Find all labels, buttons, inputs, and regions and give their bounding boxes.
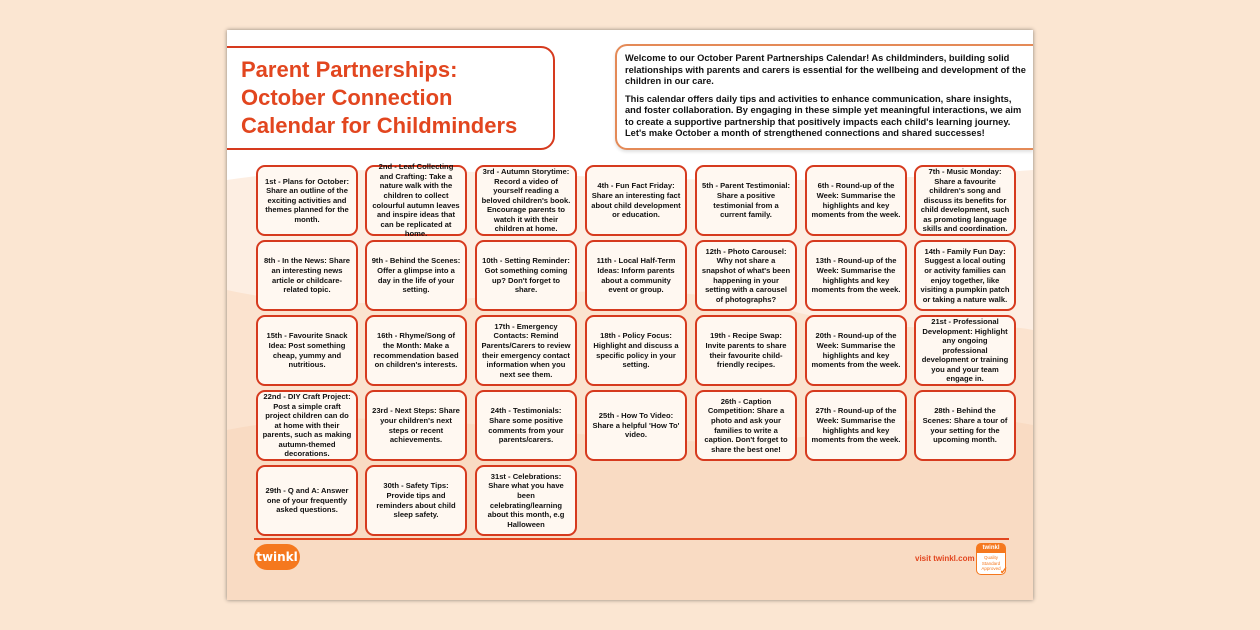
calendar-day-24: 24th - Testimonials: Share some positive comments from your parents/carers.: [475, 390, 577, 461]
intro-panel: [615, 44, 1033, 150]
calendar-day-14: 14th - Family Fun Day: Suggest a local outing or activity families can enjoy together, like visiting a pumpkin patch or taking a nature walk.: [914, 240, 1016, 311]
calendar-day-31: 31st - Celebrations: Share what you have been celebrating/learning about this month, e.g Halloween: [475, 465, 577, 536]
calendar-day-8: 8th - In the News: Share an interesting news article or childcare-related topic.: [256, 240, 358, 311]
calendar-day-26: 26th - Caption Competition: Share a photo and ask your families to write a caption. Don't forget to share the best one!: [695, 390, 797, 461]
calendar-day-16: 16th - Rhyme/Song of the Month: Make a recommendation based on children's interests.: [365, 315, 467, 386]
calendar-day-25: 25th - How To Video: Share a helpful 'How To' video.: [585, 390, 687, 461]
title-line-2: October Connection: [241, 85, 453, 110]
calendar-day-1: 1st - Plans for October: Share an outline of the exciting activities and themes planned for the month.: [256, 165, 358, 236]
page-title: [227, 46, 555, 150]
visit-twinkl-link[interactable]: visit twinkl.com: [915, 554, 975, 563]
twinkl-logo: twinkl: [254, 544, 300, 570]
calendar-day-21: 21st - Professional Development: Highlight any ongoing professional development or training you and your team engage in.: [914, 315, 1016, 386]
calendar-day-17: 17th - Emergency Contacts: Remind Parents/Carers to review their emergency contact information when you next see them.: [475, 315, 577, 386]
calendar-day-6: 6th - Round-up of the Week: Summarise the highlights and key moments from the week.: [805, 165, 907, 236]
calendar-day-18: 18th - Policy Focus: Highlight and discuss a specific policy in your setting.: [585, 315, 687, 386]
calendar-day-9: 9th - Behind the Scenes: Offer a glimpse into a day in the life of your setting.: [365, 240, 467, 311]
calendar-day-15: 15th - Favourite Snack Idea: Post something cheap, yummy and nutritious.: [256, 315, 358, 386]
calendar-day-3: 3rd - Autumn Storytime: Record a video of yourself reading a beloved children's book. Encourage parents to watch it with their children at home.: [475, 165, 577, 236]
calendar-day-29: 29th - Q and A: Answer one of your frequently asked questions.: [256, 465, 358, 536]
quality-badge: [976, 543, 1006, 575]
calendar-day-12: 12th - Photo Carousel: Why not share a snapshot of what's been happening in your setting with a carousel of photographs?: [695, 240, 797, 311]
badge-title: twinkl: [977, 544, 1005, 553]
badge-text: Quality Standard Approved: [981, 555, 1001, 571]
document-page: [227, 30, 1033, 600]
calendar-day-13: 13th - Round-up of the Week: Summarise the highlights and key moments from the week.: [805, 240, 907, 311]
calendar-day-11: 11th - Local Half-Term Ideas: Inform parents about a community event or group.: [585, 240, 687, 311]
calendar-day-2: 2nd - Leaf Collecting and Crafting: Take a nature walk with the children to collect colourful autumn leaves and inspire ideas that can be replicated at home.: [365, 165, 467, 236]
calendar-day-27: 27th - Round-up of the Week: Summarise the highlights and key moments from the week.: [805, 390, 907, 461]
calendar-day-5: 5th - Parent Testimonial: Share a positive testimonial from a current family.: [695, 165, 797, 236]
footer-divider: [254, 538, 1009, 540]
calendar-day-30: 30th - Safety Tips: Provide tips and reminders about child sleep safety.: [365, 465, 467, 536]
calendar-day-4: 4th - Fun Fact Friday: Share an interesting fact about child development or education.: [585, 165, 687, 236]
check-icon: ✓: [999, 566, 1008, 577]
calendar-day-7: 7th - Music Monday: Share a favourite children's song and discuss its benefits for child development, such as promoting language skills and coordination.: [914, 165, 1016, 236]
calendar-day-19: 19th - Recipe Swap: Invite parents to share their favourite child-friendly recipes.: [695, 315, 797, 386]
title-line-1: Parent Partnerships:: [241, 57, 458, 82]
calendar-day-28: 28th - Behind the Scenes: Share a tour of your setting for the upcoming month.: [914, 390, 1016, 461]
calendar-day-10: 10th - Setting Reminder: Got something coming up? Don't forget to share.: [475, 240, 577, 311]
title-line-3: Calendar for Childminders: [241, 113, 518, 138]
intro-paragraph-1: Welcome to our October Parent Partnerships Calendar! As childminders, building solid relationships with parents and carers is essential for the wellbeing and development of the children in our care.: [625, 53, 1026, 86]
calendar-day-22: 22nd - DIY Craft Project: Post a simple craft project children can do at home with their parents, such as making autumn-themed decorations.: [256, 390, 358, 461]
intro-paragraph-2: This calendar offers daily tips and activities to enhance communication, share insights, and foster collaboration. By engaging in these simple yet meaningful interactions, we aim to create a supportive partnership that positively impacts each child's learning journey. Let's make October a month of strengthened connections and shared successes!: [625, 93, 1022, 138]
calendar-day-23: 23rd - Next Steps: Share your children's next steps or recent achievements.: [365, 390, 467, 461]
calendar-day-20: 20th - Round-up of the Week: Summarise the highlights and key moments from the week.: [805, 315, 907, 386]
